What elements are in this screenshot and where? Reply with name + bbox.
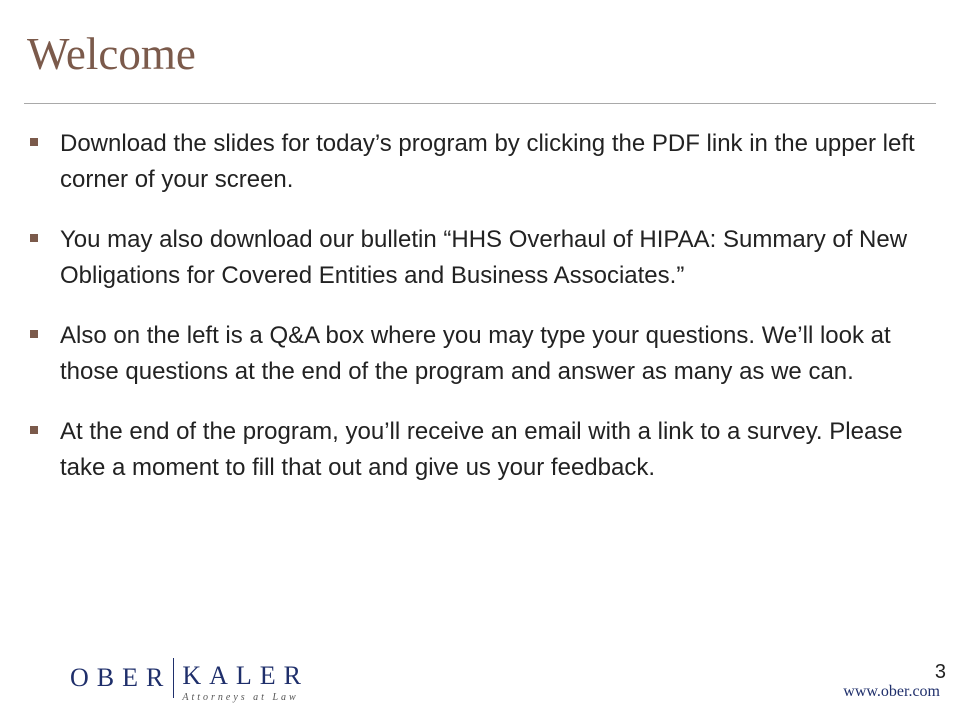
bullet-text: At the end of the program, you’ll receive an email with a link to a survey. Please take a moment to fill that out and give us your feedback. [60,418,903,481]
bullet-item [28,222,938,294]
ober-kaler-logo [70,658,309,702]
square-bullet-icon [30,138,38,146]
title-divider [24,103,936,104]
logo-right-block [182,658,309,703]
bullet-list [28,126,938,510]
page-number: 3 [934,661,946,683]
bullet-text: Download the slides for today’s program by clicking the PDF link in the upper left corner of your screen. [60,130,915,193]
bullet-text: You may also download our bulletin “HHS Overhaul of HIPAA: Summary of New Obligations for Covered Entities and Business Associates.” [60,226,908,289]
bullet-text: Also on the left is a Q&A box where you may type your questions. We’ll look at those questions at the end of the program and answer as many as we can. [60,322,891,385]
bullet-item [28,126,938,198]
bullet-item [28,318,938,390]
square-bullet-icon [30,426,38,434]
bullet-item [28,414,938,486]
square-bullet-icon [30,234,38,242]
logo-tagline: Attorneys at Law [182,692,299,703]
logo-ober-text: OBER [70,663,172,692]
square-bullet-icon [30,330,38,338]
slide-title: Welcome [27,29,196,79]
website-url: www.ober.com [843,683,940,700]
logo-divider [173,658,174,698]
logo-kaler-text: KALER [182,661,310,690]
